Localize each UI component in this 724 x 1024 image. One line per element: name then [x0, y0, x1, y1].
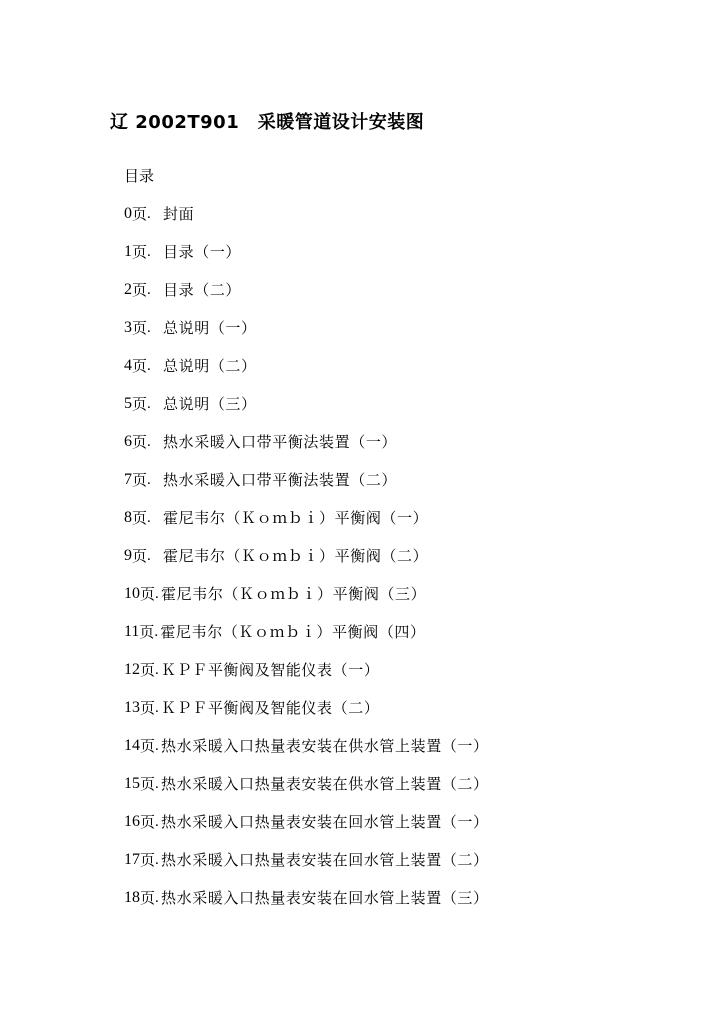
toc-entry-separator: . [147, 472, 151, 488]
toc-entry-page-number: 14 [124, 737, 140, 754]
toc-entry-page-unit: 页 [140, 661, 156, 679]
toc-entry-title: 目录（二） [163, 281, 242, 299]
toc-list [124, 203, 489, 925]
toc-entry-separator: . [155, 852, 159, 868]
toc-entry-title: 霍尼韦尔（Ｋｏｍｂｉ）平衡阀（四） [160, 623, 426, 641]
toc-entry-page-number: 11 [124, 623, 140, 640]
toc-entry-separator: . [154, 624, 159, 640]
toc-entry-page-unit: 页 [132, 281, 148, 299]
toc-entry-separator: . [147, 548, 151, 564]
toc-entry-title: 热水采暖入口热量表安装在供水管上装置（二） [161, 775, 489, 793]
toc-entry-page-number: 9 [124, 547, 132, 564]
toc-entry-page-unit: 页 [132, 509, 148, 527]
toc-heading: 目录 [124, 167, 155, 185]
toc-entry-page-unit: 页 [140, 737, 156, 755]
toc-entry-title: 霍尼韦尔（Ｋｏｍｂｉ）平衡阀（三） [161, 585, 427, 603]
toc-entry [124, 355, 489, 393]
toc-entry-page-number: 0 [124, 205, 132, 222]
toc-entry [124, 431, 489, 469]
toc-entry-separator: . [155, 814, 159, 830]
toc-entry [124, 621, 489, 659]
toc-entry-page-unit: 页 [140, 585, 156, 603]
toc-entry-title: 霍尼韦尔（Ｋｏｍｂｉ）平衡阀（一） [163, 509, 429, 527]
toc-entry [124, 317, 489, 355]
toc-entry-separator: . [147, 510, 151, 526]
toc-entry [124, 545, 489, 583]
toc-entry-page-unit: 页 [140, 775, 156, 793]
toc-entry-title: 热水采暖入口带平衡法装置（二） [163, 471, 398, 489]
toc-entry-title: 热水采暖入口热量表安装在回水管上装置（二） [161, 851, 489, 869]
toc-entry-page-unit: 页 [140, 889, 156, 907]
toc-entry-page-unit: 页 [140, 699, 156, 717]
toc-entry-title: 总说明（三） [163, 395, 257, 413]
toc-entry-separator: . [147, 396, 151, 412]
toc-entry-separator: . [155, 662, 159, 678]
toc-entry [124, 507, 489, 545]
toc-entry-separator: . [155, 700, 159, 716]
toc-entry-page-number: 5 [124, 395, 132, 412]
toc-entry-page-number: 16 [124, 813, 140, 830]
toc-entry [124, 279, 489, 317]
toc-entry-page-unit: 页 [132, 319, 148, 337]
toc-entry-page-unit: 页 [132, 433, 148, 451]
toc-entry-separator: . [147, 282, 151, 298]
toc-entry-page-unit: 页 [132, 243, 148, 261]
toc-entry [124, 735, 489, 773]
toc-entry-page-number: 12 [124, 661, 140, 678]
toc-entry-page-unit: 页 [132, 357, 148, 375]
toc-entry-page-unit: 页 [140, 813, 156, 831]
toc-entry-page-number: 1 [124, 243, 132, 260]
toc-entry-page-number: 10 [124, 585, 140, 602]
toc-entry-page-number: 4 [124, 357, 132, 374]
toc-entry-page-unit: 页 [132, 471, 148, 489]
toc-entry-separator: . [147, 320, 151, 336]
toc-entry [124, 659, 489, 697]
toc-entry-title: 热水采暖入口带平衡法装置（一） [163, 433, 398, 451]
toc-entry [124, 583, 489, 621]
toc-entry [124, 469, 489, 507]
toc-entry-separator: . [155, 738, 159, 754]
toc-entry-page-number: 15 [124, 775, 140, 792]
toc-entry-title: 总说明（二） [163, 357, 257, 375]
toc-entry-title: 封面 [163, 205, 195, 223]
toc-entry-separator: . [147, 434, 151, 450]
toc-entry-page-number: 13 [124, 699, 140, 716]
toc-entry-page-number: 3 [124, 319, 132, 336]
toc-entry-page-number: 2 [124, 281, 132, 298]
toc-entry-title: 总说明（一） [163, 319, 257, 337]
toc-entry [124, 887, 489, 925]
toc-entry [124, 697, 489, 735]
toc-entry-page-unit: 页 [132, 205, 148, 223]
toc-entry-page-unit: 页 [139, 623, 155, 641]
toc-entry-separator: . [147, 206, 151, 222]
toc-entry-separator: . [147, 358, 151, 374]
toc-entry-page-number: 17 [124, 851, 140, 868]
toc-entry-page-number: 18 [124, 889, 140, 906]
toc-entry-page-number: 8 [124, 509, 132, 526]
toc-entry-title: 目录（一） [163, 243, 242, 261]
toc-entry-page-unit: 页 [132, 395, 148, 413]
toc-entry-title: ＫＰＦ平衡阀及智能仪表（二） [161, 699, 380, 717]
toc-entry-page-number: 7 [124, 471, 132, 488]
toc-entry-title: 热水采暖入口热量表安装在供水管上装置（一） [161, 737, 489, 755]
toc-entry-separator: . [155, 586, 159, 602]
toc-entry [124, 203, 489, 241]
toc-entry-page-unit: 页 [132, 547, 148, 565]
toc-entry [124, 393, 489, 431]
toc-entry-separator: . [155, 890, 159, 906]
toc-entry-page-number: 6 [124, 433, 132, 450]
toc-entry-title: ＫＰＦ平衡阀及智能仪表（一） [161, 661, 380, 679]
toc-entry-title: 热水采暖入口热量表安装在回水管上装置（三） [161, 889, 489, 907]
document-title: 辽 2002T901 采暖管道设计安装图 [110, 112, 425, 133]
toc-entry-title: 热水采暖入口热量表安装在回水管上装置（一） [161, 813, 489, 831]
toc-entry [124, 849, 489, 887]
toc-entry-separator: . [147, 244, 151, 260]
toc-entry [124, 811, 489, 849]
toc-entry-title: 霍尼韦尔（Ｋｏｍｂｉ）平衡阀（二） [163, 547, 429, 565]
toc-entry-separator: . [155, 776, 159, 792]
toc-entry [124, 241, 489, 279]
toc-entry [124, 773, 489, 811]
toc-entry-page-unit: 页 [140, 851, 156, 869]
